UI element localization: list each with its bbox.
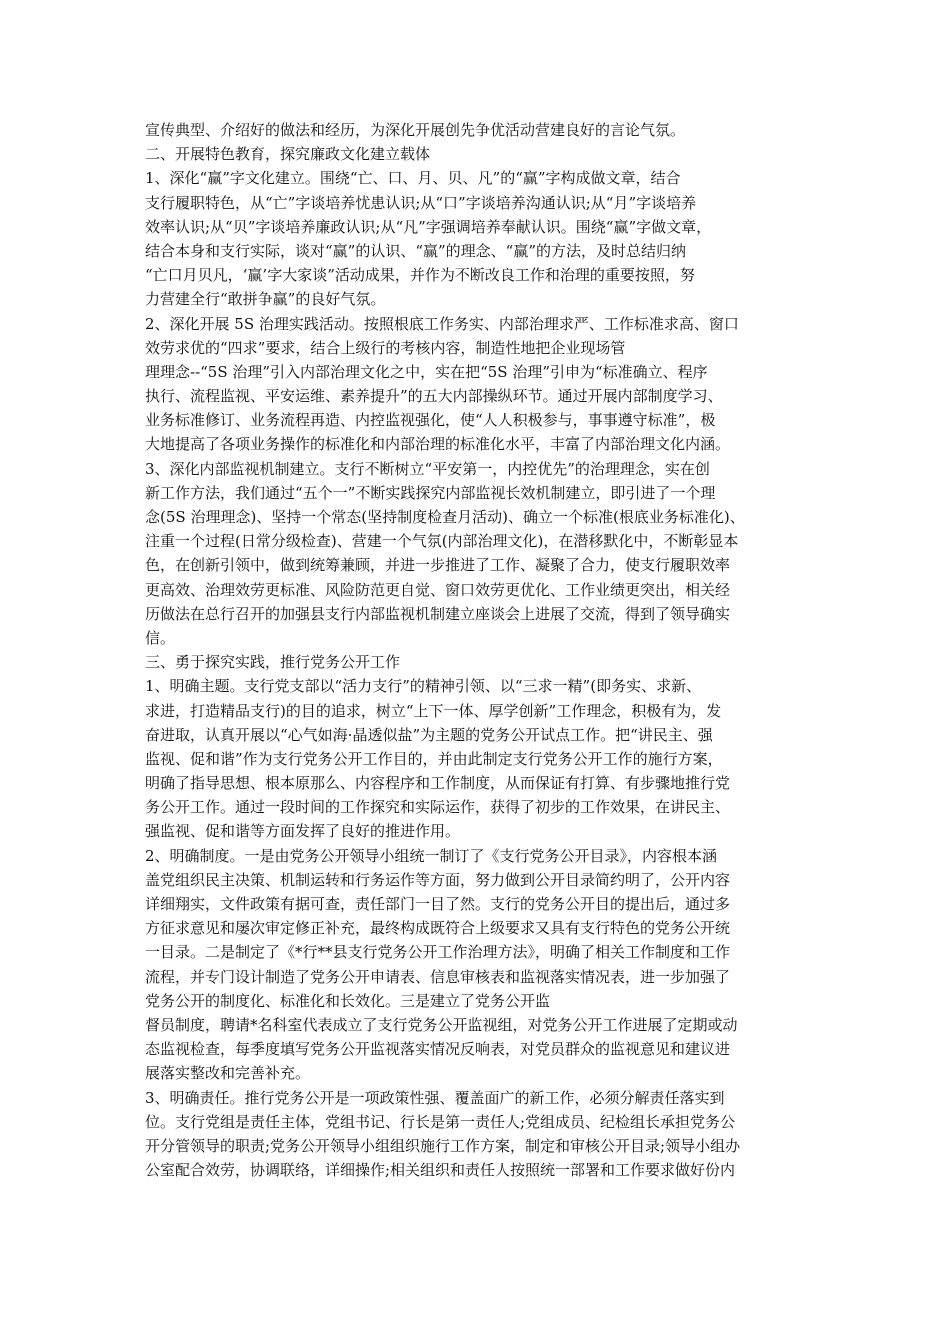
text-line: 公室配合效劳，协调联络，详细操作;相关组织和责任人按照统一部署和工作要求做好份内 (145, 1161, 736, 1180)
text-line: 执行、流程监视、平安运维、素养提升”的五大内部操纵环节。通过开展内部制度学习、 (145, 387, 723, 406)
text-line: 2、明确制度。一是由党务公开领导小组统一制订了《支行党务公开目录》，内容根本涵 (145, 846, 718, 865)
text-line: 信。 (145, 628, 176, 647)
text-line: 三、勇于探究实践，推行党务公开工作 (145, 653, 401, 672)
text-line: 1、深化“赢”字文化建立。围绕“亡、口、月、贝、凡”的“赢”字构成做文章，结合 (145, 169, 681, 188)
text-line: 求进，打造精品支行)的目的追求，树立“上下一体、厚学创新”工作理念，积极有为，发 (145, 701, 722, 720)
text-line: 宣传典型、介绍好的做法和经历，为深化开展创先争优活动营建良好的言论气氛。 (145, 121, 686, 139)
text-line: 一目录。二是制定了《*行**县支行党务公开工作治理方法》，明确了相关工作制度和工作 (145, 943, 731, 962)
text-line: 奋进取，认真开展以“心气如海·晶透似盐”为主题的党务公开试点工作。把“讲民主、强 (145, 725, 713, 744)
text-line: 详细翔实，文件政策有据可查，责任部门一目了然。支行的党务公开目的提出后，通过多 (145, 895, 731, 913)
text-line: 念(5S 治理理念)、坚持一个常态(坚持制度检查月活动)、确立一个标准(根底业务标准化)、 (145, 508, 745, 526)
text-line: 方征求意见和屡次审定修正补充，最终构成既符合上级要求又具有支行特色的党务公开统 (145, 919, 731, 938)
text-line: 业务标准修订、业务流程再造、内控监视强化，使“人人积极参与，事事遵守标准”，极 (145, 411, 716, 430)
text-line: 更高效、治理效劳更标准、风险防范更自觉、窗口效劳更优化、工作业绩更突出，相关经 (145, 580, 731, 599)
text-line: 明确了指导思想、根本原那么、内容程序和工作制度，从而保证有打算、有步骤地推行党 (145, 774, 731, 793)
text-line: 支行履职特色，从“亡”字谈培养忧患认识;从“口”字谈培养沟通认识;从“月”字谈培养 (145, 193, 697, 212)
text-line: 党务公开的制度化、标准化和长效化。三是建立了党务公开监 (145, 991, 551, 1010)
text-line: 理理念--“5S 治理”引入内部治理文化之中，实在把“5S 治理”引申为“标准确立、程序 (145, 362, 708, 381)
text-line: 开分管领导的职责;党务公开领导小组组织施行工作方案，制定和审核公开目录;领导小组办 (145, 1136, 741, 1155)
text-line: 态监视检查，每季度填写党务公开监视落实情况反响表，对党员群众的监视意见和建议进 (145, 1040, 731, 1059)
text-line: 力营建全行“敢拼争赢”的良好气氛。 (145, 290, 386, 309)
text-line: 效率认识;从“贝”字谈培养廉政认识;从“凡”字强调培养奉献认识。围绕“赢”字做文章， (145, 217, 712, 236)
text-line: 3、深化内部监视机制建立。支行不断树立“平安第一，内控优先”的治理理念，实在创 (145, 459, 710, 478)
text-line: 盖党组织民主决策、机制运转和行务运作等方面，努力做到公开目录简约明了，公开内容 (145, 870, 731, 889)
text-line: 1、明确主题。支行党支部以“活力支行”的精神引领、以“三求一精”(即务实、求新、 (145, 677, 702, 696)
text-line: 效劳求优的“四求”要求，结合上级行的考核内容，制造性地把企业现场管 (145, 338, 626, 357)
text-line: 3、明确责任。推行党务公开是一项政策性强、覆盖面广的新工作，必须分解责任落实到 (145, 1088, 725, 1107)
text-line: 历做法在总行召开的加强县支行内部监视机制建立座谈会上进展了交流，得到了领导确实 (145, 604, 731, 623)
text-line: 色，在创新引领中，做到统筹兼顾，并进一步推进了工作、凝聚了合力，使支行履职效率 (145, 556, 731, 575)
text-line: 督员制度，聘请*名科室代表成立了支行党务公开监视组，对党务公开工作进展了定期或动 (145, 1015, 738, 1034)
text-line: 流程，并专门设计制造了党务公开申请表、信息审核表和监视落实情况表，进一步加强了 (145, 967, 731, 986)
document-page (145, 118, 820, 1182)
text-line: 务公开工作。通过一段时间的工作探究和实际运作，获得了初步的工作效果，在讲民主、 (145, 798, 731, 817)
text-line: 2、深化开展 5S 治理实践活动。按照根底工作务实、内部治理求严、工作标准求高、窗口 (145, 314, 739, 333)
text-line: 位。支行党组是责任主体，党组书记、行长是第一责任人;党组成员、纪检组长承担党务公 (145, 1112, 736, 1131)
text-line: 注重一个过程(日常分级检查)、营建一个气氛(内部治理文化)，在潜移默化中，不断彰显本 (145, 532, 739, 551)
text-line: 展落实整改和完善补充。 (145, 1064, 311, 1083)
text-line: “亡口月贝凡，‘赢’字大家谈”活动成果，并作为不断改良工作和治理的重要按照，努 (145, 266, 695, 285)
text-line: 大地提高了各项业务操作的标准化和内部治理的标准化水平，丰富了内部治理文化内涵。 (145, 435, 731, 454)
text-line: 监视、促和谐”作为支行党务公开工作目的，并由此制定支行党务公开工作的施行方案， (145, 749, 723, 768)
text-line: 新工作方法，我们通过“五个一”不断实践探究内部监视长效机制建立，即引进了一个理 (145, 483, 716, 502)
text-line: 结合本身和支行实际，谈对“赢”的认识、“赢”的理念、“赢”的方法，及时总结归纳 (145, 241, 687, 260)
text-line: 二、开展特色教育，探究廉政文化建立载体 (145, 145, 431, 164)
text-line: 强监视、促和谐等方面发挥了良好的推进作用。 (145, 822, 461, 841)
